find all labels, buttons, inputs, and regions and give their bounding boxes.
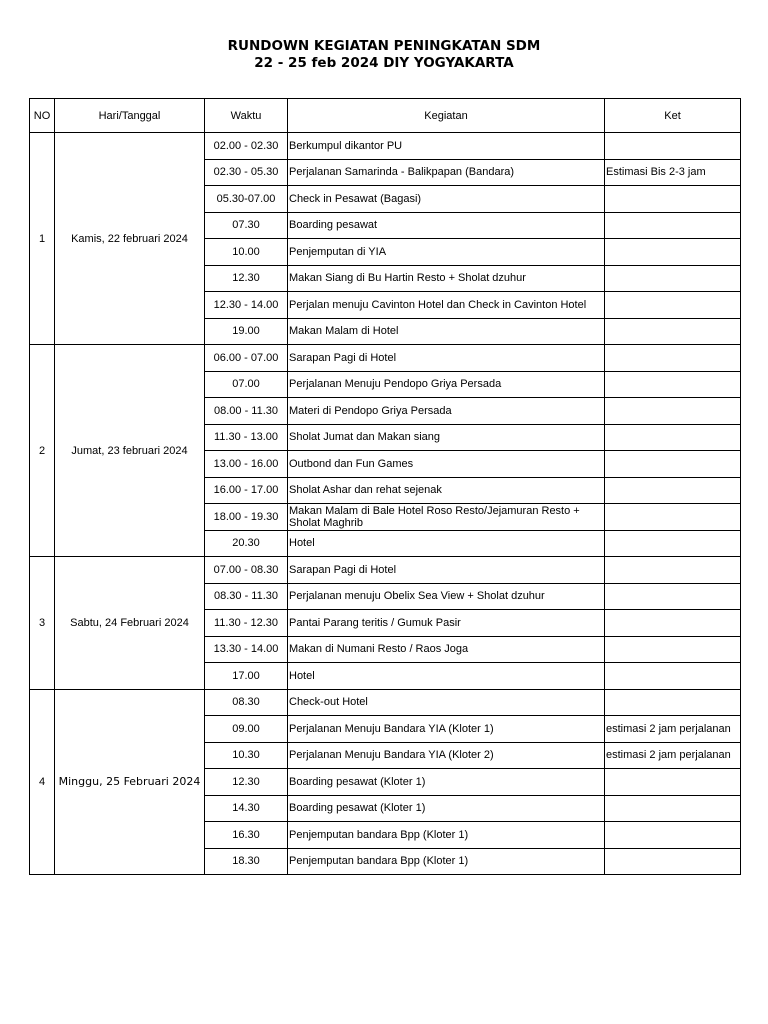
note-cell — [605, 583, 741, 610]
day-date: Kamis, 22 februari 2024 — [55, 133, 205, 345]
note-cell — [605, 318, 741, 345]
note-cell — [605, 451, 741, 478]
note-cell — [605, 557, 741, 584]
time-cell: 02.00 - 02.30 — [205, 133, 288, 160]
header-no: NO — [30, 99, 55, 133]
rundown-table — [29, 98, 741, 875]
activity-cell: Penjemputan di YIA — [288, 239, 605, 266]
time-cell: 05.30-07.00 — [205, 186, 288, 213]
day-number: 3 — [30, 557, 55, 690]
activity-cell: Perjalanan Menuju Bandara YIA (Kloter 1) — [288, 716, 605, 743]
note-cell: estimasi 2 jam perjalanan — [605, 716, 741, 743]
time-cell: 06.00 - 07.00 — [205, 345, 288, 372]
activity-cell: Check-out Hotel — [288, 689, 605, 716]
document-title: RUNDOWN KEGIATAN PENINGKATAN SDM — [227, 38, 541, 54]
note-cell — [605, 795, 741, 822]
time-cell: 18.30 — [205, 848, 288, 875]
day-date: Sabtu, 24 Februari 2024 — [55, 557, 205, 690]
activity-cell: Boarding pesawat (Kloter 1) — [288, 795, 605, 822]
time-cell: 14.30 — [205, 795, 288, 822]
activity-cell: Perjalanan Menuju Bandara YIA (Kloter 2) — [288, 742, 605, 769]
time-cell: 07.00 — [205, 371, 288, 398]
activity-cell: Hotel — [288, 663, 605, 690]
activity-cell: Penjemputan bandara Bpp (Kloter 1) — [288, 822, 605, 849]
note-cell: Estimasi Bis 2-3 jam — [605, 159, 741, 186]
time-cell: 16.30 — [205, 822, 288, 849]
note-cell — [605, 265, 741, 292]
activity-cell: Makan Malam di Hotel — [288, 318, 605, 345]
activity-cell: Pantai Parang teritis / Gumuk Pasir — [288, 610, 605, 637]
time-cell: 20.30 — [205, 530, 288, 557]
time-cell: 10.00 — [205, 239, 288, 266]
note-cell — [605, 239, 741, 266]
time-cell: 08.30 - 11.30 — [205, 583, 288, 610]
time-cell: 11.30 - 13.00 — [205, 424, 288, 451]
note-cell — [605, 689, 741, 716]
day-number: 4 — [30, 689, 55, 875]
time-cell: 17.00 — [205, 663, 288, 690]
time-cell: 09.00 — [205, 716, 288, 743]
note-cell — [605, 186, 741, 213]
note-cell — [605, 663, 741, 690]
time-cell: 07.30 — [205, 212, 288, 239]
time-cell: 12.30 — [205, 265, 288, 292]
time-cell: 07.00 - 08.30 — [205, 557, 288, 584]
day-date: Minggu, 25 Februari 2024 — [55, 689, 205, 875]
activity-cell: Penjemputan bandara Bpp (Kloter 1) — [288, 848, 605, 875]
activity-cell: Boarding pesawat (Kloter 1) — [288, 769, 605, 796]
activity-cell: Materi di Pendopo Griya Persada — [288, 398, 605, 425]
activity-cell: Sarapan Pagi di Hotel — [288, 345, 605, 372]
time-cell: 02.30 - 05.30 — [205, 159, 288, 186]
activity-cell: Hotel — [288, 530, 605, 557]
table-row — [30, 689, 741, 716]
note-cell — [605, 848, 741, 875]
note-cell — [605, 477, 741, 504]
activity-cell: Perjalanan menuju Obelix Sea View + Sholat dzuhur — [288, 583, 605, 610]
note-cell — [605, 610, 741, 637]
activity-cell: Makan Siang di Bu Hartin Resto + Sholat dzuhur — [288, 265, 605, 292]
activity-cell: Sholat Jumat dan Makan siang — [288, 424, 605, 451]
table-body — [30, 133, 741, 875]
activity-cell: Check in Pesawat (Bagasi) — [288, 186, 605, 213]
note-cell — [605, 133, 741, 160]
activity-cell: Perjalanan Menuju Pendopo Griya Persada — [288, 371, 605, 398]
note-cell — [605, 292, 741, 319]
time-cell: 18.00 - 19.30 — [205, 504, 288, 531]
table-row — [30, 133, 741, 160]
header-ket: Ket — [605, 99, 741, 133]
note-cell — [605, 424, 741, 451]
day-date: Jumat, 23 februari 2024 — [55, 345, 205, 557]
time-cell: 13.00 - 16.00 — [205, 451, 288, 478]
document-subtitle: 22 - 25 feb 2024 DIY YOGYAKARTA — [254, 55, 514, 71]
note-cell: estimasi 2 jam perjalanan — [605, 742, 741, 769]
header-hari-tanggal: Hari/Tanggal — [55, 99, 205, 133]
note-cell — [605, 504, 741, 531]
time-cell: 16.00 - 17.00 — [205, 477, 288, 504]
activity-cell: Sarapan Pagi di Hotel — [288, 557, 605, 584]
note-cell — [605, 636, 741, 663]
header-kegiatan: Kegiatan — [288, 99, 605, 133]
time-cell: 11.30 - 12.30 — [205, 610, 288, 637]
table-header-row — [30, 99, 741, 133]
note-cell — [605, 371, 741, 398]
activity-cell: Boarding pesawat — [288, 212, 605, 239]
note-cell — [605, 769, 741, 796]
activity-cell: Makan di Numani Resto / Raos Joga — [288, 636, 605, 663]
day-number: 2 — [30, 345, 55, 557]
note-cell — [605, 212, 741, 239]
activity-cell: Perjalan menuju Cavinton Hotel dan Check in Cavinton Hotel — [288, 292, 605, 319]
note-cell — [605, 345, 741, 372]
table-row — [30, 345, 741, 372]
time-cell: 12.30 - 14.00 — [205, 292, 288, 319]
time-cell: 10.30 — [205, 742, 288, 769]
time-cell: 08.30 — [205, 689, 288, 716]
time-cell: 19.00 — [205, 318, 288, 345]
activity-cell: Berkumpul dikantor PU — [288, 133, 605, 160]
time-cell: 08.00 - 11.30 — [205, 398, 288, 425]
time-cell: 13.30 - 14.00 — [205, 636, 288, 663]
time-cell: 12.30 — [205, 769, 288, 796]
activity-cell: Perjalanan Samarinda - Balikpapan (Bandara) — [288, 159, 605, 186]
note-cell — [605, 398, 741, 425]
activity-cell: Outbond dan Fun Games — [288, 451, 605, 478]
activity-cell: Sholat Ashar dan rehat sejenak — [288, 477, 605, 504]
day-number: 1 — [30, 133, 55, 345]
table-row — [30, 557, 741, 584]
activity-cell: Makan Malam di Bale Hotel Roso Resto/Jejamuran Resto + Sholat Maghrib — [288, 504, 605, 531]
note-cell — [605, 530, 741, 557]
note-cell — [605, 822, 741, 849]
header-waktu: Waktu — [205, 99, 288, 133]
